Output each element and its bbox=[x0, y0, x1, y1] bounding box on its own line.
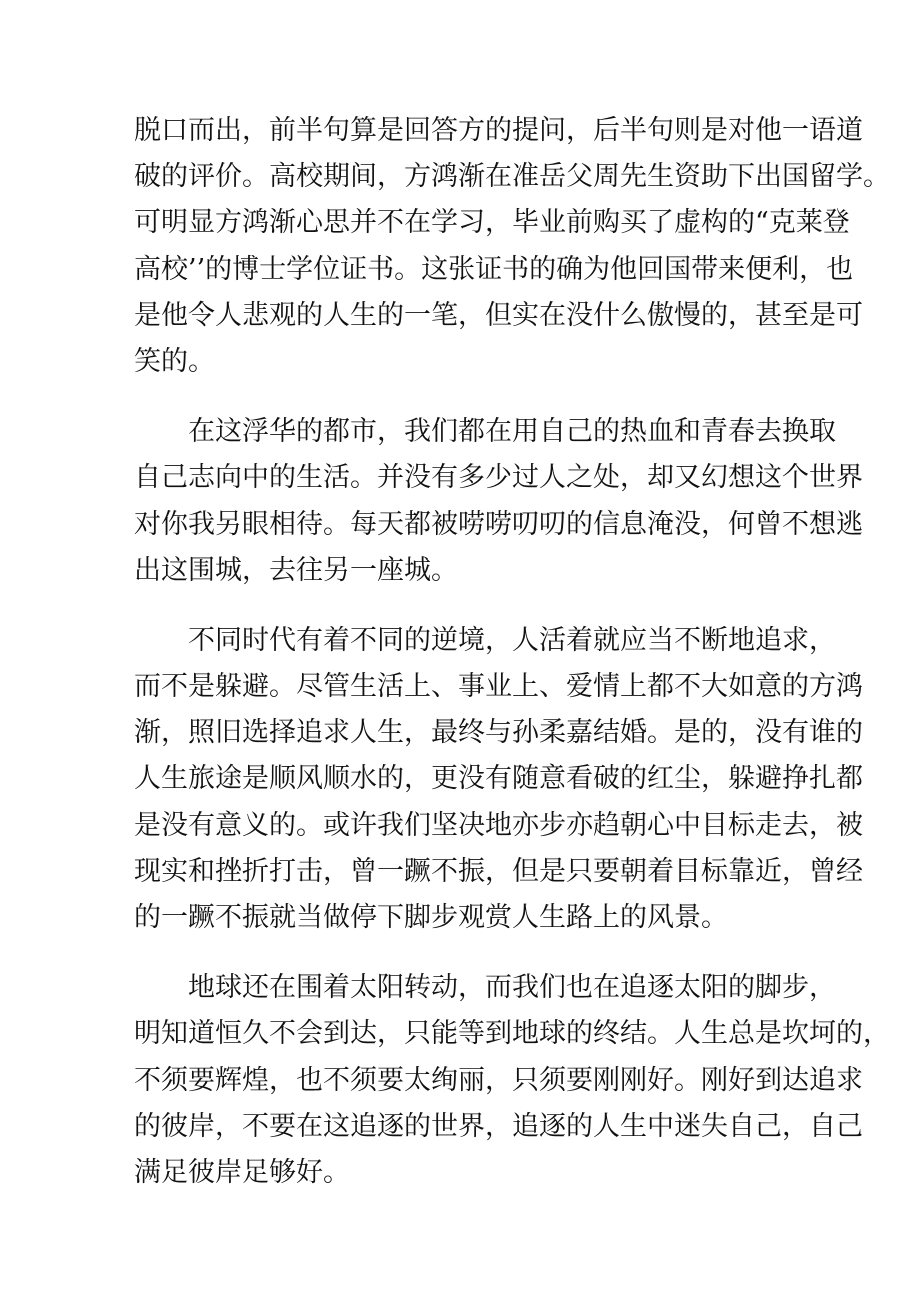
paragraph bbox=[134, 409, 863, 594]
text-line: 明知道恒久不会到达，只能等到地球的终结。人生总是坎坷的， bbox=[134, 1018, 890, 1050]
text-line: 在这浮华的都市，我们都在用自己的热血和青春去换取 bbox=[188, 416, 836, 448]
text-line: 满足彼岸足够好。 bbox=[134, 1156, 350, 1188]
text-line: 自己志向中的生活。并没有多少过人之处，却又幻想这个世界 bbox=[134, 462, 863, 494]
text-line: 高校’’的博士学位证书。这张证书的确为他回国带来便利，也 bbox=[134, 253, 854, 285]
text-line: 的一蹶不振就当做停下脚步观赏人生路上的风景。 bbox=[134, 902, 728, 933]
text-line: 是没有意义的。或许我们坚决地亦步亦趋朝心中目标走去，被 bbox=[134, 809, 863, 841]
paragraph bbox=[134, 108, 890, 385]
text-line: 是他令人悲观的人生的一笔，但实在没什么傲慢的，甚至是可 bbox=[134, 299, 863, 331]
text-line: 渐，照旧选择追求人生，最终与孙柔嘉结婚。是的，没有谁的 bbox=[134, 717, 863, 749]
paragraph bbox=[134, 965, 890, 1196]
paragraph-spacer bbox=[134, 594, 794, 618]
text-line: 脱口而出，前半句算是回答方的提问，后半句则是对他一语道 bbox=[134, 115, 863, 146]
text-line: 而不是躲避。尽管生活上、事业上、爱情上都不大如意的方鸿 bbox=[134, 671, 863, 703]
text-line: 可明显方鸿渐心思并不在学习，毕业前购买了虚构的“克莱登 bbox=[134, 207, 850, 239]
text-line: 现实和挫折打击，曾一蹶不振，但是只要朝着目标靠近，曾经 bbox=[134, 855, 863, 887]
text-line: 不同时代有着不同的逆境，人活着就应当不断地追求， bbox=[188, 624, 836, 656]
paragraph-spacer bbox=[134, 941, 794, 965]
text-line: 对你我另眼相待。每天都被唠唠叨叨的信息淹没，何曾不想逃 bbox=[134, 508, 863, 540]
text-line: 破的评价。高校期间，方鸿渐在准岳父周先生资助下出国留学。 bbox=[134, 161, 890, 193]
text-line: 地球还在围着太阳转动，而我们也在追逐太阳的脚步， bbox=[188, 972, 836, 1004]
body-text bbox=[134, 108, 890, 1196]
text-line: 笑的。 bbox=[134, 345, 215, 377]
text-line: 的彼岸，不要在这追逐的世界，追逐的人生中迷失自己，自己 bbox=[134, 1110, 863, 1142]
text-line: 人生旅途是顺风顺水的，更没有随意看破的红尘，躲避挣扎都 bbox=[134, 763, 863, 795]
text-line: 出这围城，去往另一座城。 bbox=[134, 554, 458, 586]
paragraph-spacer bbox=[134, 385, 794, 409]
text-line: 不须要辉煌，也不须要太绚丽，只须要刚刚好。刚好到达追求 bbox=[134, 1064, 863, 1096]
paragraph bbox=[134, 618, 863, 941]
